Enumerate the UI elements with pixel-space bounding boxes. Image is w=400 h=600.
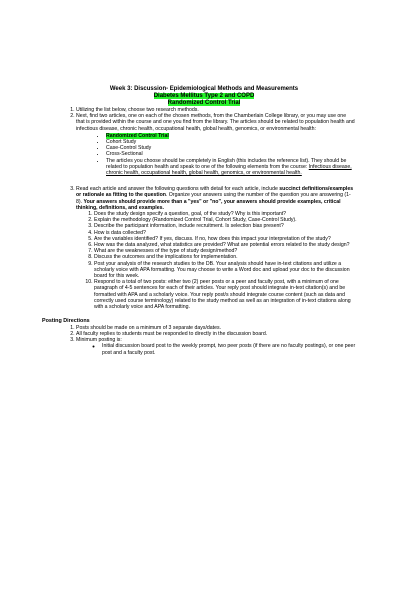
question-item: 6. How was the data analyzed, what statistics are provided? What are potential errors related to the study design? [94,242,356,248]
question-item: 10. Respond to a total of two posts: either two (2) peer posts or a peer and faculty post, with a minimum of one paragraph of 4-5 sentences for each of their articles. Your reply post should integrate in-text citation(s) and be formatted with APA and a scholarly voice. Your reply post/s should integrate course content (such as data and correctly used course terminology) related to the study method as well as an integration of in-text citations along with a scholarly voice and APA formatting. [94,279,356,310]
question-item: 8. Discuss the outcomes and the implications for implementation. [94,254,356,260]
posting-list [62,325,356,356]
step-2 [76,113,356,186]
question-item: 4. How is data collected? [94,230,356,236]
posting-heading: Posting Directions [42,318,90,325]
methods-list [76,133,356,176]
step-1: 1. Utilizing the list below, choose two research methods. [76,107,356,113]
method-item: • Case-Control Study [106,145,356,151]
question-item: 2. Explain the methodology (Randomized Control Trial, Cohort Study, Case-Control Study). [94,217,356,223]
question-item: 3. Describe the participant information, include recruitment. Is selection bias present? [94,223,356,229]
method-item: • Cross-Sectional [106,151,356,157]
page-title: Week 3: Discussion- Epidemiological Methods and Measurements [109,86,299,92]
step-2-text: Next, find two articles, one on each of the chosen methods, from the Chamberlain College library, or you may use one that is provided within the course and one you find from the library. The articles should be related to population health and infectious disease, chronic health, occupational health, global health, genomics, or environmental health: [76,113,355,132]
question-item: 9. Post your analysis of the research studies to the DB. Your analysis should have in-text citations and utilize a scholarly voice with APA formatting. You may choose to write a Word doc and upload your doc to the discussion board for this week. [94,261,356,280]
questions-list [76,211,356,310]
posting-item: 3. Minimum posting is: ◦ Initial discussion board post to the weekly prompt, two peer posts (if there are no faculty postings), or one peer post and a faculty post. [76,337,356,356]
question-item: 5. Are the variables identified? If yes, discuss. If no, how does this impact your interpretation of the study? [94,236,356,242]
method-item: • Cohort Study [106,139,356,145]
step-3: 3. Read each article and answer the following questions with detail for each article, include succinct definitions/examples or rationale as fitting to the question. Organize your answers using the number of the question you are answering (1-8). Your answers should provide more than a "yes" or "no", your answers should provide examples, critical thinking, definitions, and examples. 1. Does the study design specify a question, goal, of the study? Why is this important? 2. Explain the methodology (Randomized Control Trial, Cohort Study, Case-Control Study). 3. Describe the participant information, include recruitment. Is selection bias present? 4. How is data collected? 5. Are the variables identified? If yes, discuss. If no, how does this impact your interpretation of the study? 6. How was the data analyzed, what statistics are provided? What are potential errors related to the study design? 7. What are the weaknesses of the type of study design/method? 8. Discuss the outcomes and the implications for implementation. 9. Post your analysis of the research studies to the DB. Your analysis should have in-text citations and utilize a scholarly voice with APA formatting. You may choose to write a Word doc and upload your doc to the discussion board for this week. 10. Respond to a total of two posts: either two (2) peer posts or a peer and faculty post, with a minimum of one paragraph of 4-5 sentences for each of their articles. Your reply post should integrate in-text citation(s) and be formatted with APA and a scholarly voice. Your reply post/s should integrate course content (such as data and correctly used course terminology) related to the study method as well as an integration of in-text citations along with a scholarly voice and APA formatting. [76,186,356,310]
course-topics: Infectious disease, chronic health, occupational health, global health, genomics, or environmental health. [106,163,352,177]
posting-sub-list [76,343,356,355]
instructions-list [62,107,356,310]
question-item: 7. What are the weaknesses of the type of study design/method? [94,248,356,254]
method-item: • Randomized Control Trial [106,133,356,139]
posting-sub-item: ◦ Initial discussion board post to the weekly prompt, two peer posts (if there are no faculty postings), or one peer post and a faculty post. [102,343,356,355]
topic-highlight: Diabetes Mellitus Type 2 and COPD [153,93,255,99]
design-highlight: Randomized Control Trial [167,100,241,106]
english-note: • The articles you choose should be completely in English (this includes the reference list). They should be related to population health and speak to one of the following elements from the course: Infectious disease, chronic health, occupational health, global health, genomics, or environmental health. [106,158,356,177]
posting-item: 1. Posts should be made on a minimum of 3 separate days/dates. [76,325,356,331]
posting-item: 2. All faculty replies to students must be responded to directly in the discussion board. [76,331,356,337]
question-item: 1. Does the study design specify a question, goal, of the study? Why is this important? [94,211,356,217]
